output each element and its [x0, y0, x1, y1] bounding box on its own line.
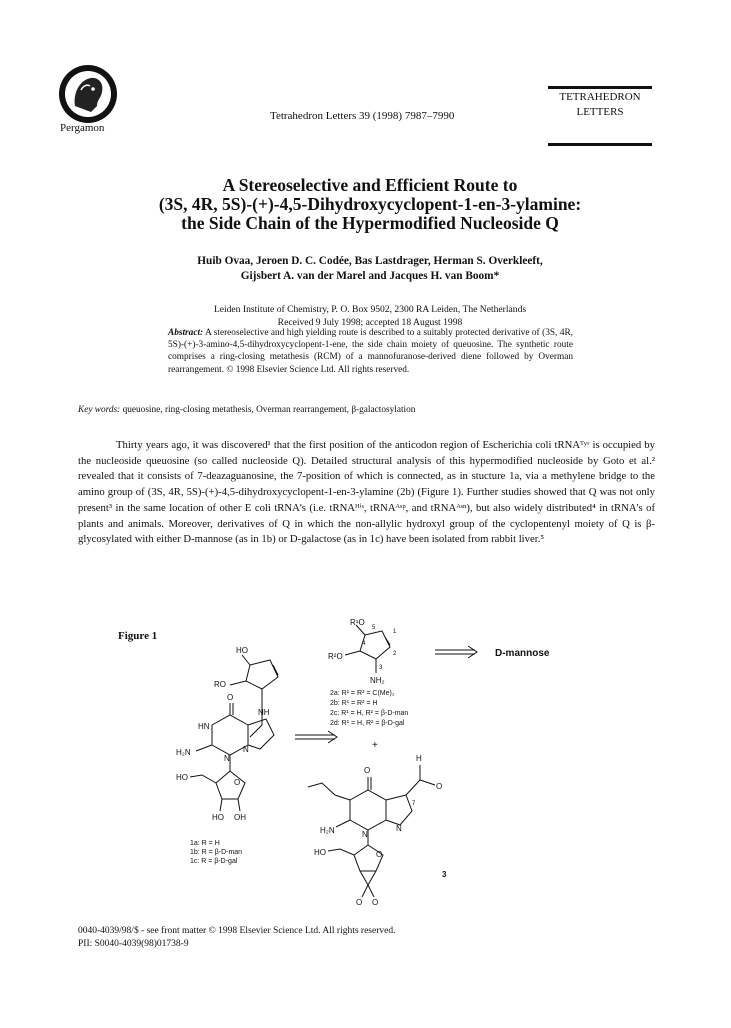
affiliation: Leiden Institute of Chemistry, P. O. Box 9502, 2300 RA Leiden, The Netherlands [213, 304, 527, 315]
chem-atom: H₂N [176, 748, 191, 757]
plus-sign: + [372, 740, 378, 751]
label-2d: 2d: R¹ = H, R² = β-D-gal [330, 720, 405, 727]
pii-line: PII: S0040-4039(98)01738-9 [78, 938, 189, 949]
compound-3-label: 3 [442, 870, 447, 879]
chem-atom: H₂N [320, 826, 335, 835]
chem-atom: O [227, 693, 234, 702]
locant: 1 [393, 629, 397, 635]
label-2a: 2a: R¹ = R² = C(Me)₂ [330, 690, 395, 697]
body-text [78, 438, 655, 548]
abstract-label: Abstract: [168, 328, 204, 338]
masthead-rule-bottom [548, 143, 652, 146]
chem-atom: R²O [328, 652, 343, 661]
title-line: A Stereoselective and Efficient Route to [222, 175, 518, 195]
title-line: the Side Chain of the Hypermodified Nucleoside Q [181, 213, 559, 233]
chem-atom: O [234, 778, 241, 787]
keywords-label: Key words: [78, 405, 121, 415]
label-2b: 2b: R¹ = R² = H [330, 700, 378, 707]
pergamon-logo [57, 62, 119, 126]
masthead-rule-top [548, 86, 652, 89]
received-dates: Received 9 July 1998; accepted 18 August 1998 [277, 317, 463, 328]
chem-atom: N [224, 754, 230, 763]
journal-name-line2: LETTERS [576, 106, 624, 118]
article-title [70, 176, 670, 233]
publisher-name: Pergamon [60, 122, 105, 134]
abstract-text: A stereoselective and high yielding route is described to a suitably protected derivative of (3S, 4R, 5S)-(+)-3-amino-4,5-dihydroxycyclopent-1-ene, the side chain moiety of queuosine. The synthetic route comprises a ring-closing metathesis (RCM) of a mannofuranose-derived diene followed by Overman rearrangement. © 1998 Elsevier Science Ltd. All rights reserved. [168, 328, 573, 375]
footer [78, 925, 395, 950]
affiliation-block [120, 303, 620, 329]
authors-line: Gijsbert A. van der Marel and Jacques H. van Boom* [240, 270, 500, 282]
keywords-text: queuosine, ring-closing metathesis, Overman rearrangement, β-galactosylation [122, 405, 416, 415]
journal-masthead [548, 84, 652, 148]
chem-atom: O [376, 850, 383, 859]
chem-atom: O [436, 782, 443, 791]
chem-atom: RO [214, 680, 226, 689]
locant: 5 [372, 625, 376, 631]
locant: 4 [362, 641, 366, 647]
label-1c: 1c: R = β-D-gal [190, 858, 238, 865]
chem-atom: HN [198, 722, 210, 731]
chem-atom: O [372, 898, 379, 907]
chem-atom: N [396, 824, 402, 833]
locant: 2 [393, 651, 397, 657]
chem-atom: NH [258, 708, 270, 717]
chem-atom: NH₂ [370, 676, 385, 685]
chem-atom: O [364, 766, 371, 775]
label-1a: 1a: R = H [190, 840, 220, 847]
journal-reference: Tetrahedron Letters 39 (1998) 7987–7990 [270, 110, 455, 122]
chem-atom: N [362, 830, 368, 839]
chem-atom: OH [234, 813, 246, 822]
paragraph: Thirty years ago, it was discovered¹ that the first position of the anticodon region of Escherichia coli tRNAᵀʸʳ is occupied by the nucleoside queuosine (so called nucleoside Q). Detailed structural analysis of this hypermodified nucleoside by Goto et al.² revealed that it consists of 7-deazaguanosine, the 7-position of which is connected, as in stucture 1a, via a methylene bridge to the amino group of (3S, 4R, 5S)-(+)-4,5-dihydroxycyclopent-1-en-3-ylamine (2b) (Figure 1). Further studies showed that Q was not only present³ in the same location of other E coli tRNA's (i.e. tRNAᴴⁱˢ, tRNAᴬˢᵖ, and tRNAᴬˢⁿ), but also widely distributed⁴ in tRNA's of plants and animals. Moreover, derivatives of Q in which the non-allylic hydroxyl group of the cyclopentenyl moiety of Q is β-glycosylated with either D-mannose (as in 1b) or D-galactose (as in 1c) have been isolated from rabbit liver.⁵ [78, 439, 655, 546]
abstract [168, 327, 573, 376]
locant: 3 [379, 665, 383, 671]
chem-atom: HO [212, 813, 224, 822]
chem-atom: H [416, 754, 422, 763]
chem-atom: HO [236, 646, 248, 655]
label-2c: 2c: R¹ = H, R² = β-D-man [330, 710, 409, 717]
title-line: (3S, 4R, 5S)-(+)-4,5-Dihydroxycyclopent-1-en-3-ylamine: [158, 194, 582, 214]
author-list [120, 254, 620, 284]
copyright-line: 0040-4039/98/$ - see front matter © 1998 Elsevier Science Ltd. All rights reserved. [78, 926, 396, 936]
authors-line: Huib Ovaa, Jeroen D. C. Codée, Bas Lastdrager, Herman S. Overkleeft, [197, 255, 543, 267]
chem-atom: O [356, 898, 363, 907]
target-d-mannose: D-mannose [495, 648, 550, 659]
figure-label: Figure 1 [118, 630, 158, 642]
chem-atom: N [243, 745, 249, 754]
chem-atom: R¹O [350, 618, 365, 627]
chem-atom: HO [314, 848, 326, 857]
keywords [78, 405, 415, 415]
label-1b: 1b: R = β-D-man [190, 849, 243, 856]
locant: 7 [412, 801, 416, 807]
chem-atom: HO [176, 773, 188, 782]
figure-1-structures [150, 615, 640, 910]
journal-name-line1: TETRAHEDRON [559, 91, 641, 103]
